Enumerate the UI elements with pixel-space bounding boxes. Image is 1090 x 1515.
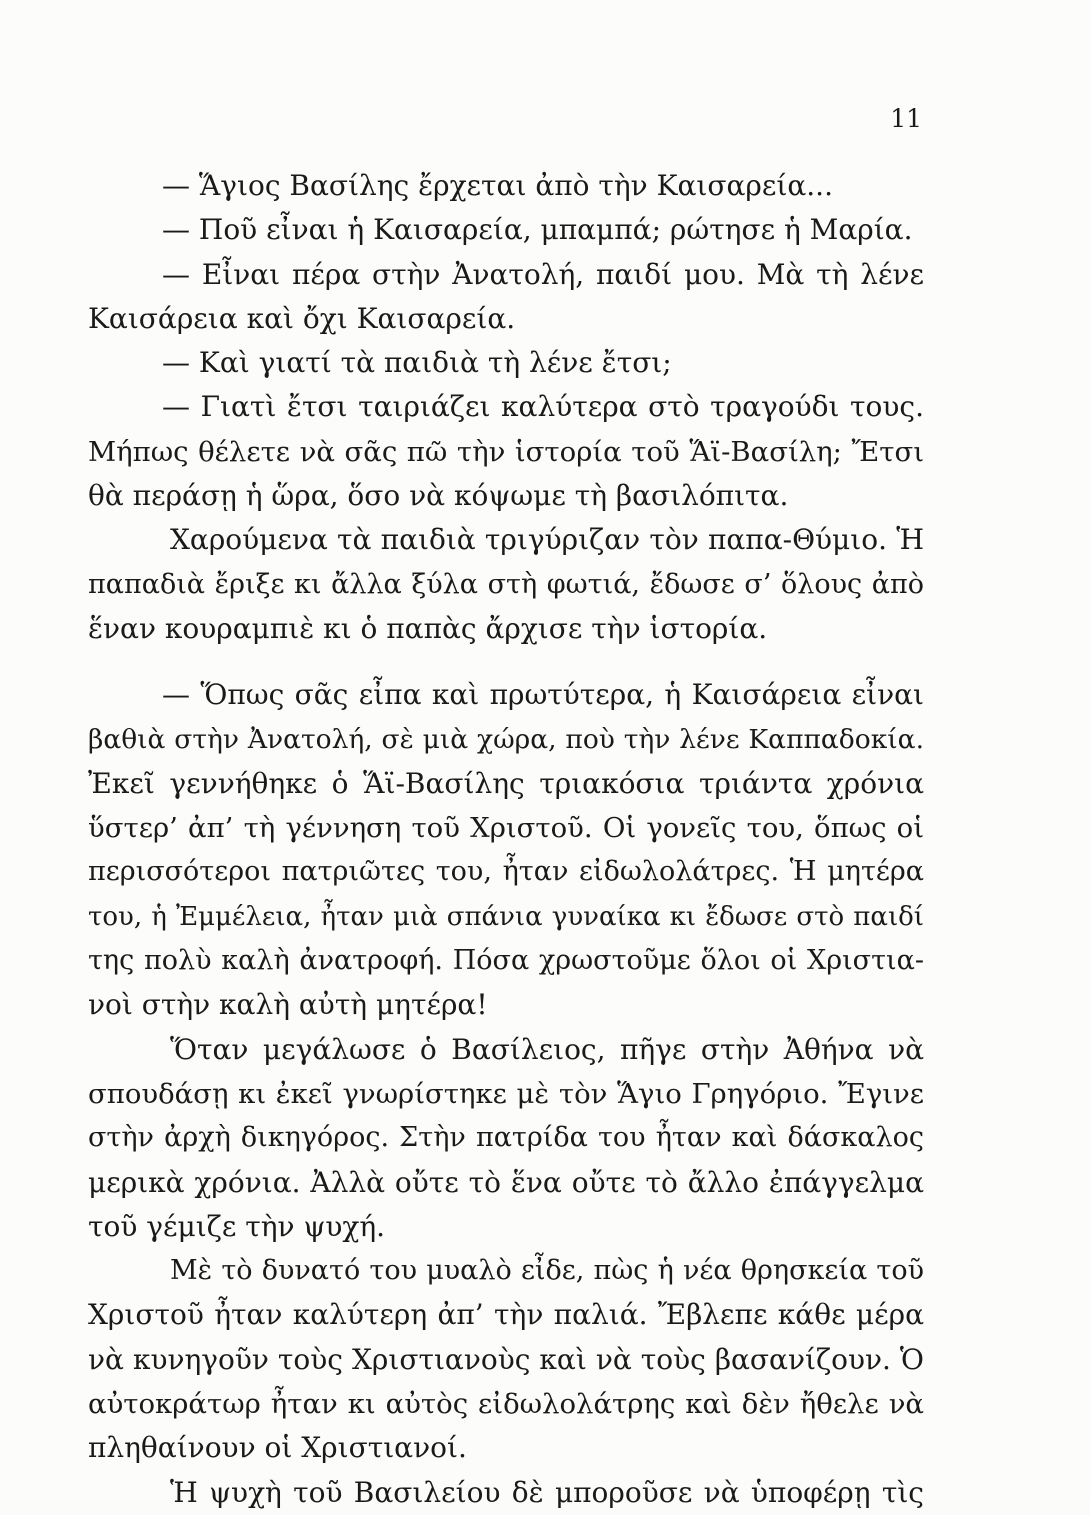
text-line: της πολὺ καλὴ ἀνατροφή. Πόσα χρωστοῦμε ὅλοι οἱ Χριστια- [88, 945, 924, 977]
text-line: — Γιατὶ ἔτσι ταιριάζει καλύτερα στὸ τραγούδι τους. [162, 390, 924, 424]
text-line: — Ποῦ εἶναι ἡ Καισαρεία, μπαμπά; ρώτησε ἡ Μαρία. [162, 213, 913, 247]
text-line: Μήπως θέλετε νὰ σᾶς πῶ τὴν ἱστορία τοῦ Ἅϊ-Βασίλη; Ἔτσι [88, 435, 924, 468]
text-line: Ὅταν μεγάλωσε ὁ Βασίλειος, πῆγε στὴν Ἀθήνα νὰ [170, 1032, 924, 1066]
text-line: νοὶ στὴν καλὴ αὐτὴ μητέρα! [88, 988, 488, 1022]
text-line: περισσότεροι πατριῶτες του, ἦταν εἰδωλολάτρες. Ἡ μητέρα [88, 856, 924, 888]
text-line: — Καὶ γιατί τὰ παιδιὰ τὴ λένε ἔτσι; [162, 346, 672, 380]
text-line: στὴν ἀρχὴ δικηγόρος. Στὴν πατρίδα του ἦταν καὶ δάσκαλος [88, 1122, 924, 1154]
text-line: μερικὰ χρόνια. Ἀλλὰ οὔτε τὸ ἕνα οὔτε τὸ ἄλλο ἐπάγγελμα [88, 1165, 924, 1199]
text-line: πληθαίνουν οἱ Χριστιανοί. [88, 1431, 467, 1465]
page-number: 11 [890, 104, 922, 133]
text-line: νὰ κυνηγοῦν τοὺς Χριστιανοὺς καὶ νὰ τοὺς βασανίζουν. Ὁ [88, 1342, 924, 1376]
body-text [88, 164, 924, 1515]
text-line: ἕναν κουραμπιὲ κι ὁ παπὰς ἄρχισε τὴν ἱστορία. [88, 611, 768, 645]
text-line: παπαδιὰ ἔριξε κι ἄλλα ξύλα στὴ φωτιά, ἔδωσε σ’ ὅλους ἀπὸ [88, 568, 924, 600]
text-line: Καισάρεια καὶ ὄχι Καισαρεία. [88, 301, 516, 335]
text-line: Ἡ ψυχὴ τοῦ Βασιλείου δὲ μποροῦσε νὰ ὑποφέρῃ τὶς [170, 1475, 924, 1509]
text-line: Χαρούμενα τὰ παιδιὰ τριγύριζαν τὸν παπα-Θύμιο. Ἡ [170, 523, 924, 557]
paragraph-gap [88, 651, 924, 673]
text-line: — Ὅπως σᾶς εἶπα καὶ πρωτύτερα, ἡ Καισάρεια εἶναι [162, 678, 924, 712]
text-line: — Εἶναι πέρα στὴν Ἀνατολή, παιδί μου. Μὰ τὴ λένε [162, 257, 924, 291]
text-line: βαθιὰ στὴν Ἀνατολή, σὲ μιὰ χώρα, ποὺ τὴν λένε Καππαδοκία. [88, 723, 924, 755]
text-line: του, ἡ Ἐμμέλεια, ἦταν μιὰ σπάνια γυναίκα κι ἔδωσε στὸ παιδί [88, 901, 924, 932]
text-line: Ἐκεῖ γεννήθηκε ὁ Ἅϊ-Βασίλης τριακόσια τριάντα χρόνια [88, 766, 924, 800]
text-line: — Ἅγιος Βασίλης ἔρχεται ἀπὸ τὴν Καισαρεία... [162, 169, 833, 202]
text-line: αὐτοκράτωρ ἦταν κι αὐτὸς εἰδωλολάτρης καὶ δὲν ἤθελε νὰ [88, 1388, 924, 1421]
text-line: Χριστοῦ ἦταν καλύτερη ἀπ’ τὴν παλιά. Ἔβλεπε κάθε μέρα [88, 1298, 924, 1332]
text-line: Μὲ τὸ δυνατό του μυαλὸ εἶδε, πὼς ἡ νέα θρησκεία τοῦ [170, 1255, 924, 1287]
text-line: ὕστερ’ ἀπ’ τὴ γέννηση τοῦ Χριστοῦ. Οἱ γονεῖς του, ὅπως οἱ [88, 812, 924, 845]
text-line: σπουδάσῃ κι ἐκεῖ γνωρίστηκε μὲ τὸν Ἅγιο Γρηγόριο. Ἔγινε [88, 1077, 924, 1110]
text-line: θὰ περάσῃ ἡ ὥρα, ὅσο νὰ κόψωμε τὴ βασιλόπιτα. [88, 479, 789, 513]
text-line: τοῦ γέμιζε τὴν ψυχή. [88, 1209, 386, 1243]
